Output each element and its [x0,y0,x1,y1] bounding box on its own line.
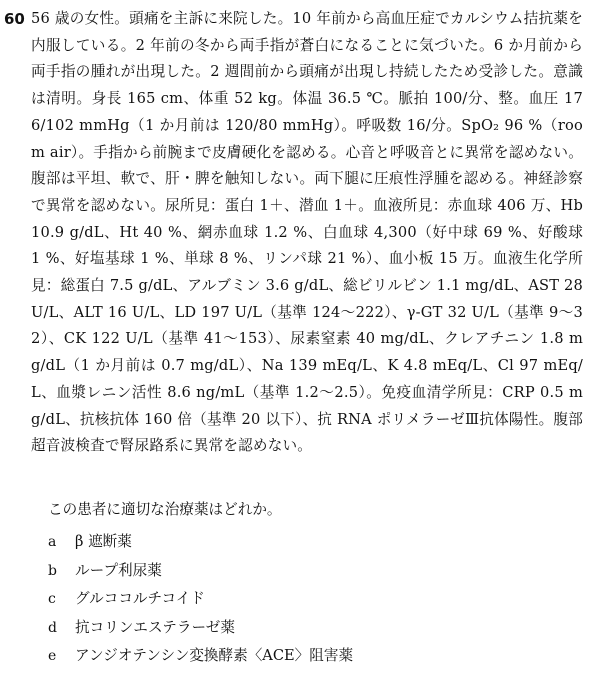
option-letter: b [48,562,57,579]
option-letter: e [48,648,57,665]
option-d[interactable] [48,614,353,643]
question-number: 60 [4,10,25,28]
option-letter: c [48,591,56,608]
option-text: 抗コリンエステラーゼ薬 [75,618,235,636]
question-prompt: この患者に適切な治療薬はどれか。 [48,501,282,518]
question-stem: 56 歳の女性。頭痛を主訴に来院した。10 年前から高血圧症でカルシウム拮抗薬を内服している。2 年前の冬から両手指が蒼白になることに気づいた。6 か月前から両手指の腫れが出現した。2 週間前から頭痛が出現し持続したため受診した。意識は清明。身長 165 cm、体重 52 kg。体温 36.5 ℃。脈拍 100/分、整。血圧 176/102 mmHg（1 か月前は 120/80 mmHg）。呼吸数 16/分。SpO₂ 96 %（room air）。手指から前腕まで皮膚硬化を認める。心音と呼吸音とに異常を認めない。腹部は平坦、軟で、肝・脾を触知しない。両下腿に圧痕性浮腫を認める。神経診察で異常を認めない。尿所見：蛋白 1＋、潜血 1＋。血液所見：赤血球 406 万、Hb 10.9 g/dL、Ht 40 %、網赤血球 1.2 %、白血球 4,300（好中球 69 %、好酸球 1 %、好塩基球 1 %、単球 8 %、リンパ球 21 %）、血小板 15 万。血液生化学所見：総蛋白 7.5 g/dL、アルブミン 3.6 g/dL、総ビリルビン 1.1 mg/dL、AST 28 U/L、ALT 16 U/L、LD 197 U/L（基準 124～222）、γ-GT 32 U/L（基準 9～32）、CK 122 U/L（基準 41～153）、尿素窒素 40 mg/dL、クレアチニン 1.8 mg/dL（1 か月前は 0.7 mg/dL）、Na 139 mEq/L、K 4.8 mEq/L、Cl 97 mEq/L、血漿レニン活性 8.6 ng/mL（基準 1.2～2.5）。免疫血清学所見：CRP 0.5 mg/dL、抗核抗体 160 倍（基準 20 以下）、抗 RNA ポリメラーゼⅢ抗体陽性。腹部超音波検査で腎尿路系に異常を認めない。 [31,10,583,455]
option-b[interactable] [48,557,353,586]
option-c[interactable] [48,585,353,614]
option-text: アンジオテンシン変換酵素〈ACE〉阻害薬 [75,647,354,665]
option-text: β 遮断薬 [75,533,132,550]
option-a[interactable] [48,528,353,557]
option-e[interactable] [48,642,353,671]
answer-options [48,528,353,671]
option-text: グルココルチコイド [75,590,205,608]
option-text: ループ利尿薬 [75,561,162,579]
option-letter: a [48,534,57,550]
option-letter: d [48,619,57,636]
